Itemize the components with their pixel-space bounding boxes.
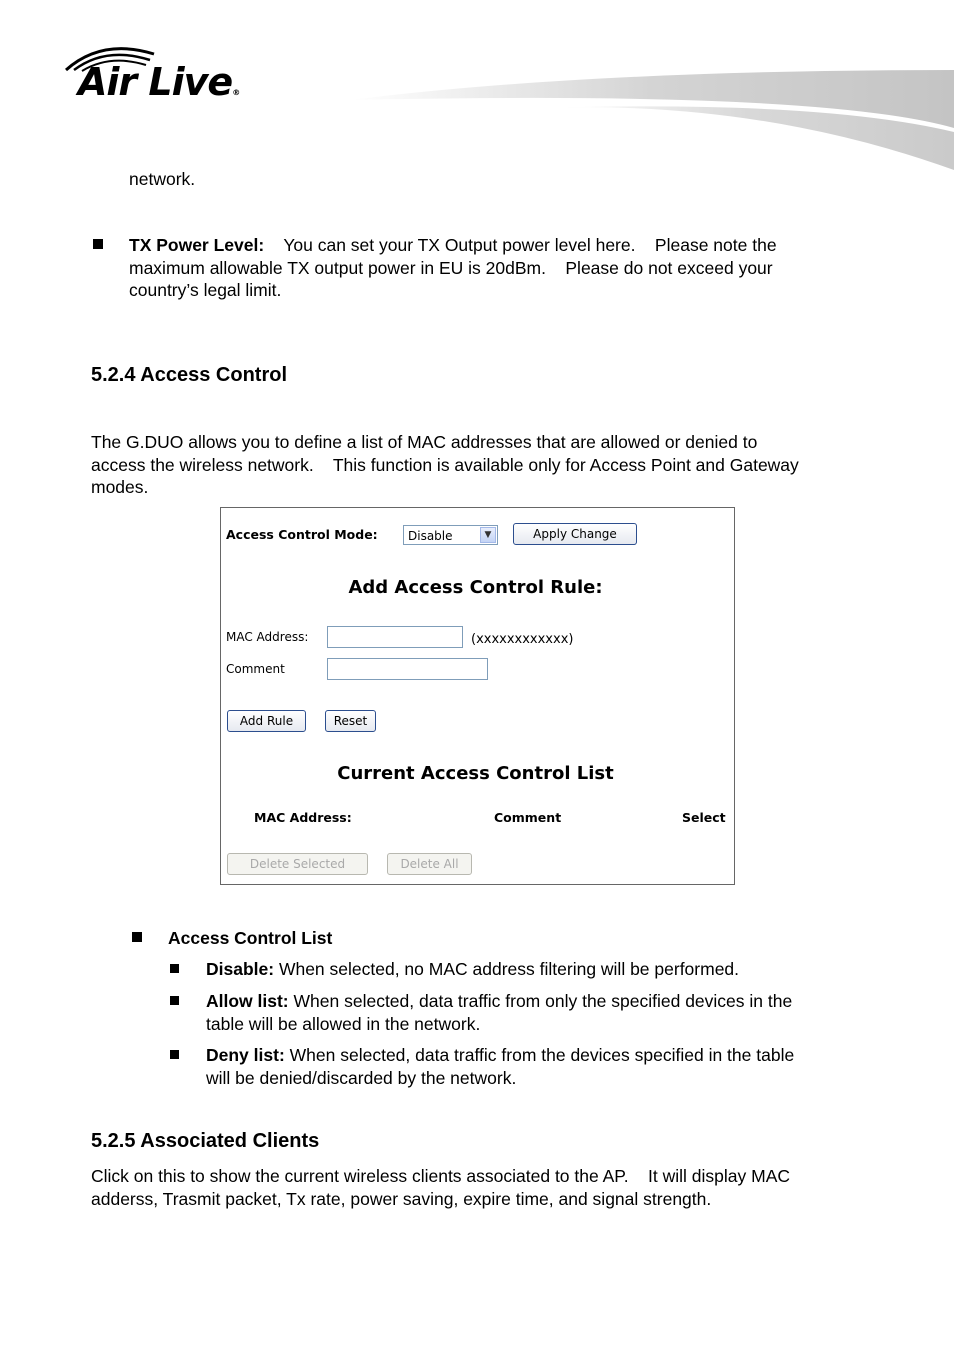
apply-change-button[interactable]: Apply Change xyxy=(513,523,637,545)
acl-desc-line2: table will be allowed in the network. xyxy=(206,1013,481,1034)
access-para-line1: The G.DUO allows you to define a list of MAC addresses that are allowed or denied to xyxy=(91,432,758,452)
header-swoosh xyxy=(340,60,954,180)
column-header-comment: Comment xyxy=(494,810,562,825)
continuation-text: network. xyxy=(129,169,196,189)
mode-select-value: Disable xyxy=(408,529,453,543)
add-rule-title: Add Access Control Rule: xyxy=(348,577,603,598)
acl-term: Deny list: xyxy=(206,1045,285,1065)
bullet-icon xyxy=(170,1050,179,1059)
logo-text: Air Live xyxy=(78,60,233,104)
acl-desc: When selected, data traffic from only the specified devices in the xyxy=(293,991,793,1011)
column-header-mac: MAC Address: xyxy=(254,810,352,825)
acl-desc: When selected, data traffic from the devices specified in the table xyxy=(289,1045,795,1065)
acl-term: Disable: xyxy=(206,959,275,979)
mac-format-hint: (xxxxxxxxxxxx) xyxy=(471,632,574,647)
bullet-icon xyxy=(93,239,103,249)
mode-select[interactable] xyxy=(403,525,498,545)
access-control-paragraph xyxy=(91,431,891,499)
tx-power-line2: maximum allowable TX output power in EU is 20dBm. Please do not exceed your xyxy=(129,257,773,278)
access-para-line2: access the wireless network. This function is available only for Access Point and Gateway xyxy=(91,454,799,475)
section-heading-access-control: 5.2.4 Access Control xyxy=(91,364,288,386)
current-list-title: Current Access Control List xyxy=(337,763,614,784)
delete-selected-button[interactable]: Delete Selected xyxy=(227,853,368,875)
mode-label: Access Control Mode: xyxy=(226,527,378,542)
bullet-icon xyxy=(170,964,179,973)
bullet-icon xyxy=(170,996,179,1005)
comment-input[interactable] xyxy=(327,658,488,680)
acl-term: Allow list: xyxy=(206,991,289,1011)
delete-all-button[interactable]: Delete All xyxy=(387,853,472,875)
clients-para-line1: Click on this to show the current wireless clients associated to the AP. It will display MAC xyxy=(91,1166,791,1186)
mac-address-input[interactable] xyxy=(327,626,463,648)
tx-power-label: TX Power Level: xyxy=(129,235,265,255)
section-heading-associated-clients: 5.2.5 Associated Clients xyxy=(91,1130,320,1152)
acl-desc: When selected, no MAC address filtering will be performed. xyxy=(278,959,740,979)
clients-paragraph xyxy=(91,1165,891,1210)
acl-desc-line2: will be denied/discarded by the network. xyxy=(206,1067,517,1088)
logo-registered: ® xyxy=(232,88,240,97)
acl-item-disable xyxy=(206,958,886,981)
reset-button[interactable]: Reset xyxy=(325,710,376,732)
acl-item-deny xyxy=(206,1044,886,1089)
mac-address-label: MAC Address: xyxy=(226,630,309,644)
access-para-line3: modes. xyxy=(91,477,149,497)
acl-heading: Access Control List xyxy=(168,928,333,948)
comment-label: Comment xyxy=(226,662,285,676)
acl-item-allow xyxy=(206,990,886,1035)
tx-power-line3: country’s legal limit. xyxy=(129,280,282,300)
column-header-select: Select xyxy=(682,810,726,825)
tx-power-line1: You can set your TX Output power level here. Please note the xyxy=(283,235,777,255)
add-rule-button[interactable]: Add Rule xyxy=(227,710,306,732)
clients-para-line2: adderss, Trasmit packet, Tx rate, power saving, expire time, and signal strength. xyxy=(91,1188,712,1209)
tx-power-paragraph xyxy=(129,234,889,302)
chevron-down-icon[interactable]: ▼ xyxy=(480,527,496,543)
bullet-icon xyxy=(132,932,142,942)
access-control-screenshot xyxy=(220,507,735,885)
